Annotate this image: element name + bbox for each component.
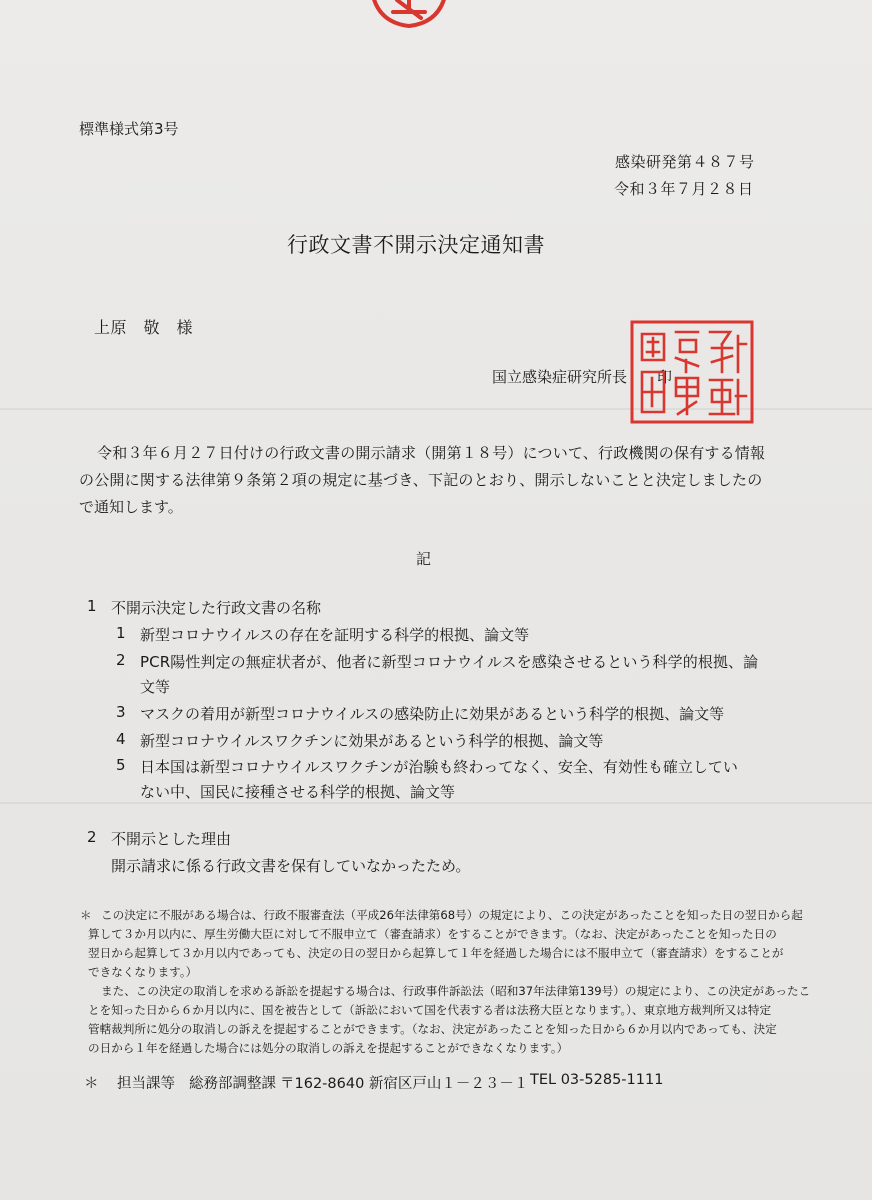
contact-mark: ＊	[84, 1076, 99, 1092]
note-line: また、この決定の取消しを求める訴訟を提起する場合は、行政事件訴訟法（昭和37年法律第139号）の規定により、この決定があったこ	[101, 984, 811, 998]
item-text: ない中、国民に接種させる科学的根拠、論文等	[140, 783, 456, 801]
section-heading: 不開示とした理由	[111, 830, 232, 848]
item-number: 4	[116, 730, 126, 748]
item-text: PCR陽性判定の無症状者が、他者に新型コロナウイルスを感染させるという科学的根拠、論	[140, 653, 759, 671]
note-line: この決定に不服がある場合は、行政不服審査法（平成26年法律第68号）の規定により、この決定があったことを知った日の翌日から起	[101, 908, 803, 922]
item-number: 5	[116, 756, 126, 774]
item-number: 3	[116, 703, 126, 721]
official-seal-stamp	[626, 316, 758, 428]
contact-address: 〒162-8640 新宿区戸山１－２３－１	[280, 1076, 529, 1092]
note-line: 翌日から起算して３か月以内であっても、決定の日の翌日から起算して１年を経過した場合には不服申立て（審査請求）をすることが	[88, 946, 784, 960]
contact-phone: TEL 03-5285-1111	[530, 1072, 664, 1088]
note-line: 算して３か月以内に、厚生労働大臣に対して不服申立て（審査請求）をすることができます。（なお、決定があったことを知った日の	[88, 927, 777, 941]
fold-line	[0, 802, 872, 804]
form-label: 標準様式第3号	[79, 120, 179, 138]
note-line: できなくなります。）	[88, 965, 198, 979]
item-number: 1	[116, 624, 126, 642]
intro-line: 令和３年６月２７日付けの行政文書の開示請求（開第１８号）について、行政機関の保有する情報	[97, 444, 766, 462]
note-line: の日から１年を経過した場合には処分の取消しの訴えを提起することができなくなります。）	[88, 1041, 569, 1055]
note-line: とを知った日から６か月以内に、国を被告として（訴訟において国を代表する者は法務大臣となります。）、東京地方裁判所又は特定	[88, 1003, 772, 1017]
intro-line: の公開に関する法律第９条第２項の規定に基づき、下記のとおり、開示しないことと決定しましたの	[79, 471, 763, 489]
ki-heading: 記	[416, 550, 432, 568]
document-date: 令和３年７月２８日	[614, 180, 754, 198]
recipient-name: 上原 敬 様	[94, 318, 194, 337]
item-number: 2	[116, 651, 126, 669]
section-body: 開示請求に係る行政文書を保有していなかったため。	[111, 857, 471, 875]
document-number: 感染研発第４８７号	[615, 153, 755, 171]
section-number: 1	[87, 597, 97, 615]
contact-label: 担当課等	[117, 1076, 175, 1092]
item-text: 文等	[140, 678, 171, 696]
contact-department: 総務部調整課	[189, 1076, 276, 1092]
section-number: 2	[87, 828, 97, 846]
intro-line: で通知します。	[79, 498, 183, 516]
section-heading: 不開示決定した行政文書の名称	[111, 599, 322, 617]
note-line: 管轄裁判所に処分の取消しの訴えを提起することができます。（なお、決定があったことを知った日から６か月以内であっても、決定	[88, 1022, 777, 1036]
top-seal-stamp	[363, 0, 455, 42]
page-title: 行政文書不開示決定通知書	[287, 233, 545, 257]
item-text: マスクの着用が新型コロナウイルスの感染防止に効果があるという科学的根拠、論文等	[140, 705, 725, 723]
sender-name: 国立感染症研究所長 印	[492, 368, 673, 386]
note-mark: ＊	[80, 908, 92, 922]
item-text: 日本国は新型コロナウイルスワクチンが治験も終わってなく、安全、有効性も確立してい	[140, 758, 738, 776]
item-text: 新型コロナウイルスの存在を証明する科学的根拠、論文等	[140, 626, 530, 644]
item-text: 新型コロナウイルスワクチンに効果があるという科学的根拠、論文等	[140, 732, 604, 750]
